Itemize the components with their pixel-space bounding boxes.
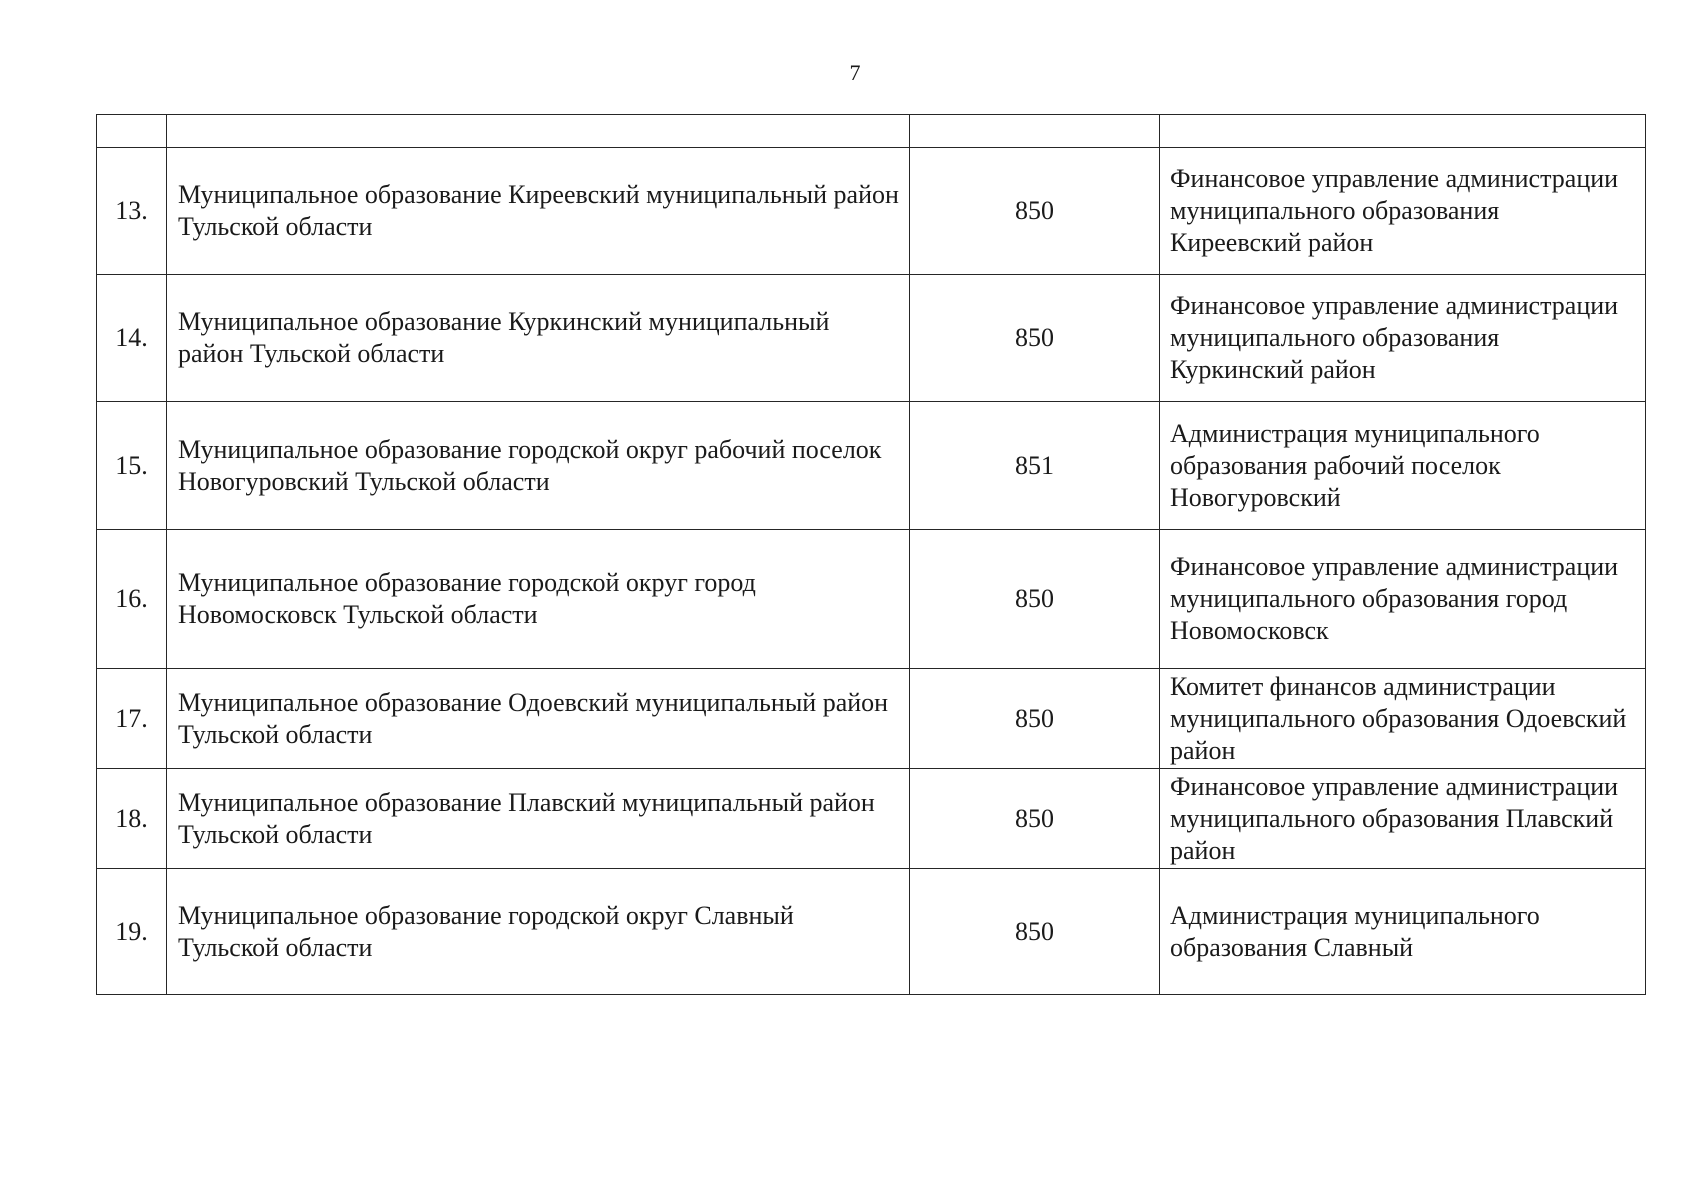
row-number: 19. — [97, 869, 167, 995]
finance-body: Финансовое управление администрации муниципального образования Куркинский район — [1160, 275, 1646, 402]
municipality-name: Муниципальное образование Одоевский муниципальный район Тульской области — [167, 669, 910, 769]
budget-code: 850 — [910, 669, 1160, 769]
budget-code: 850 — [910, 530, 1160, 669]
table-header-row — [97, 115, 1646, 148]
finance-body: Администрация муниципального образования Славный — [1160, 869, 1646, 995]
row-number: 16. — [97, 530, 167, 669]
municipality-name: Муниципальное образование городской округ рабочий поселок Новогуровский Тульской области — [167, 402, 910, 530]
table-row — [97, 275, 1646, 402]
municipality-name: Муниципальное образование городской округ Славный Тульской области — [167, 869, 910, 995]
row-number: 13. — [97, 148, 167, 275]
budget-code: 850 — [910, 769, 1160, 869]
municipality-name: Муниципальное образование городской округ город Новомосковск Тульской области — [167, 530, 910, 669]
row-number: 14. — [97, 275, 167, 402]
table-row — [97, 148, 1646, 275]
municipality-name: Муниципальное образование Киреевский муниципальный район Тульской области — [167, 148, 910, 275]
header-cell-org — [1160, 115, 1646, 148]
finance-body: Комитет финансов администрации муниципального образования Одоевский район — [1160, 669, 1646, 769]
finance-body: Финансовое управление администрации муниципального образования Киреевский район — [1160, 148, 1646, 275]
row-number: 15. — [97, 402, 167, 530]
header-cell-name — [167, 115, 910, 148]
table-row — [97, 769, 1646, 869]
table-row — [97, 402, 1646, 530]
row-number: 18. — [97, 769, 167, 869]
table-row — [97, 869, 1646, 995]
municipality-name: Муниципальное образование Куркинский муниципальный район Тульской области — [167, 275, 910, 402]
row-number: 17. — [97, 669, 167, 769]
budget-code: 850 — [910, 869, 1160, 995]
page-number: 7 — [849, 60, 861, 85]
header-cell-num — [97, 115, 167, 148]
table-row — [97, 530, 1646, 669]
municipality-name: Муниципальное образование Плавский муниципальный район Тульской области — [167, 769, 910, 869]
header-cell-code — [910, 115, 1160, 148]
budget-code: 851 — [910, 402, 1160, 530]
finance-body: Администрация муниципального образования рабочий поселок Новогуровский — [1160, 402, 1646, 530]
finance-body: Финансовое управление администрации муниципального образования Плавский район — [1160, 769, 1646, 869]
budget-code: 850 — [910, 148, 1160, 275]
budget-code: 850 — [910, 275, 1160, 402]
table-row — [97, 669, 1646, 769]
municipal-table — [96, 114, 1646, 995]
finance-body: Финансовое управление администрации муниципального образования город Новомосковск — [1160, 530, 1646, 669]
